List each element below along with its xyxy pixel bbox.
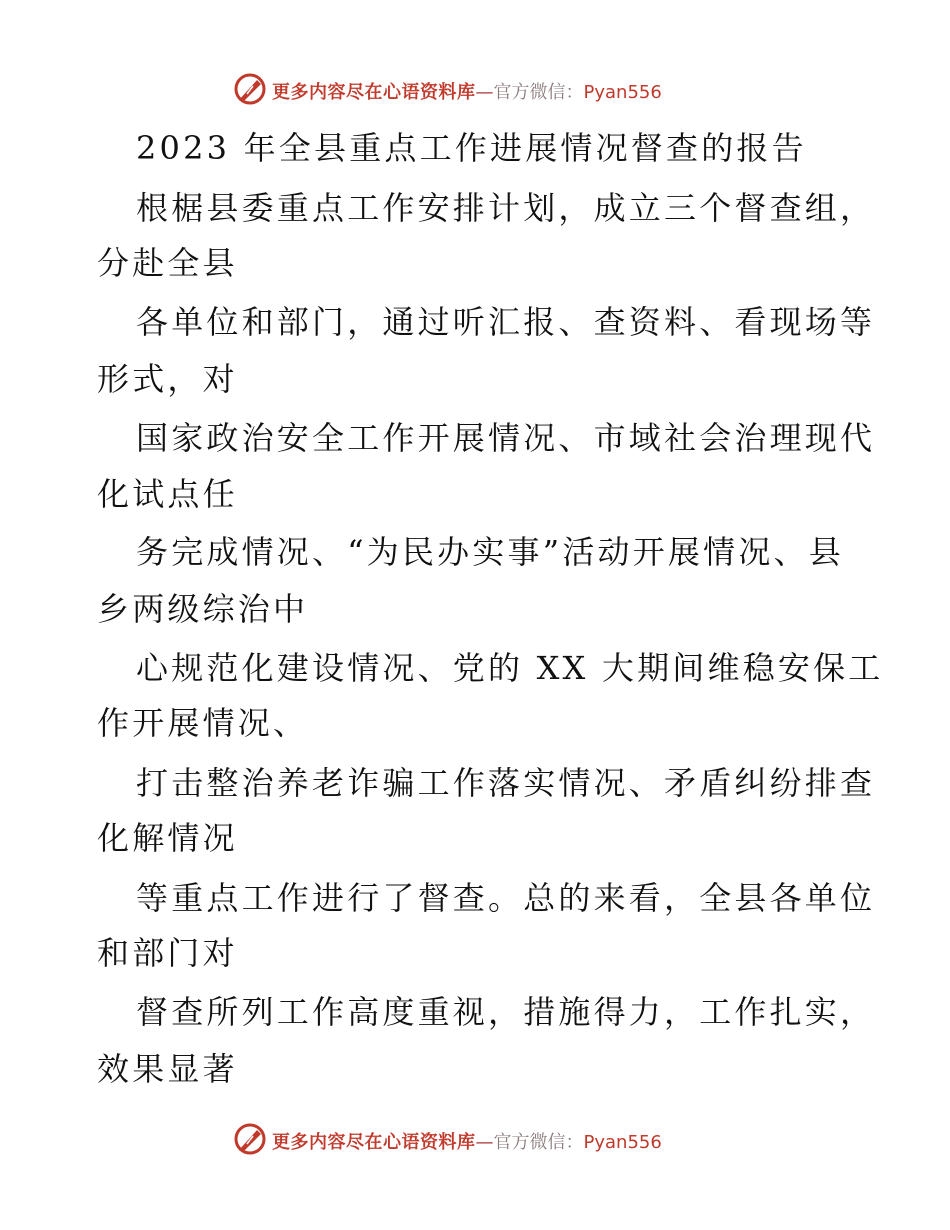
banner-wechat-id: Pyan556 xyxy=(583,1132,662,1153)
paragraph-line: 等重点工作进行了督查。总的来看，全县各单位 xyxy=(136,879,876,917)
paragraph-line: 作开展情况、 xyxy=(97,704,309,742)
banner-wechat-label: 官方微信： xyxy=(493,1132,584,1153)
banner-text xyxy=(272,78,662,104)
paragraph-line: 督查所列工作高度重视，措施得力，工作扎实， xyxy=(136,993,876,1031)
paragraph-line: 和部门对 xyxy=(97,934,238,972)
paragraph-line: 根椐县委重点工作安排计划，成立三个督查组， xyxy=(136,189,876,227)
footer-banner xyxy=(0,1120,950,1160)
paragraph-line: 心规范化建设情况、党的 XX 大期间维稳安保工 xyxy=(136,649,884,687)
paragraph-line: 形式，对 xyxy=(97,360,238,398)
quill-logo-icon xyxy=(233,1122,267,1156)
banner-text xyxy=(272,1128,662,1154)
paragraph-line: 打击整治养老诈骗工作落实情况、矛盾纠纷排查 xyxy=(136,764,876,802)
paragraph-line: 化解情况 xyxy=(97,819,238,857)
paragraph-line: 分赴全县 xyxy=(97,244,238,282)
banner-wechat-label: 官方微信： xyxy=(493,82,584,103)
paragraph-line: 各单位和部门，通过听汇报、查资料、看现场等 xyxy=(136,303,876,341)
paragraph-line: 效果显著 xyxy=(97,1050,238,1088)
paragraph-line: 乡两级综治中 xyxy=(97,590,309,628)
paragraph-line: 国家政治安全工作开展情况、市域社会治理现代 xyxy=(136,419,876,457)
paragraph-line: 务完成情况、“为民办实事”活动开展情况、县 xyxy=(136,533,844,571)
quill-logo-icon xyxy=(233,72,267,106)
banner-slogan: 更多内容尽在心语资料库 xyxy=(272,1132,476,1153)
banner-dash: — xyxy=(475,82,494,103)
document-title: 2023 年全县重点工作进展情况督查的报告 xyxy=(136,129,807,167)
header-banner xyxy=(0,70,950,110)
paragraph-line: 化试点任 xyxy=(97,475,238,513)
banner-slogan: 更多内容尽在心语资料库 xyxy=(272,82,476,103)
banner-dash: — xyxy=(475,1132,494,1153)
banner-wechat-id: Pyan556 xyxy=(583,82,662,103)
